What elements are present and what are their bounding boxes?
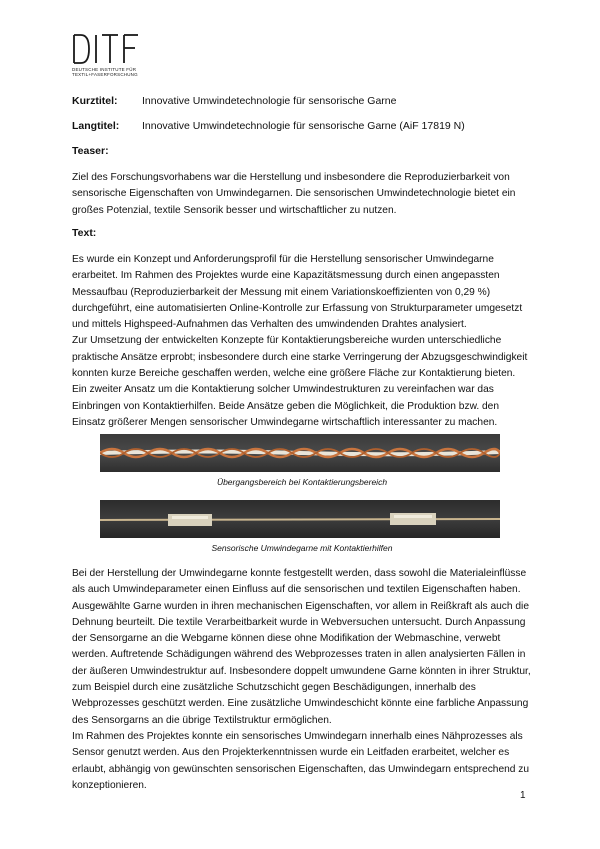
langtitel-label: Langtitel: xyxy=(72,120,120,132)
text-body-block2 xyxy=(72,566,532,794)
kurztitel-value: Innovative Umwindetechnologie für sensorische Garne xyxy=(142,95,397,107)
logo-subtitle xyxy=(72,67,138,77)
figure-caption-2: Sensorische Umwindegarne mit Kontaktierhilfen xyxy=(211,543,393,553)
kurztitel-row xyxy=(72,95,396,107)
figure-caption-1: Übergangsbereich bei Kontaktierungsbereich xyxy=(216,477,388,487)
teaser-heading: Teaser: xyxy=(72,145,109,157)
text-paragraph-2: Zur Umsetzung der entwickelten Konzepte für Kontaktierungsbereiche wurden unterschiedliche praktische Ansätze erprobt; insbesondere durch eine starke Verringerung der Abzugsgeschwindigkeit konnten kurze Bereiche geschaffen werden, welche eine größere Fläche zur Kontaktierung bieten. Ein zweiter Ansatz um die Kontaktierung solcher Umwindestrukturen zu vereinfachen war das Einbringen von Kontaktierhilfen. Beide Ansätze geben die Möglichkeit, die Produktion bzw. den Einsatz größerer Mengen sensorischer Umwindegarne wirtschaftlich interessanter zu machen. xyxy=(72,335,528,428)
yarn-photo-contact-aids xyxy=(100,500,500,538)
langtitel-row xyxy=(72,120,465,132)
ditf-logo-mark xyxy=(72,33,142,65)
teaser-paragraph: Ziel des Forschungsvorhabens war die Herstellung und insbesondere die Reproduzierbarkeit von sensorische Eigenschaften von Umwindegarnen. Die sensorischen Umwindetechnologie bietet ein großes Potenzial, textile Sensorik besser und wirtschaftlicher zu nutzen. xyxy=(72,172,516,216)
text-heading: Text: xyxy=(72,227,97,239)
text-paragraph-3: Bei der Herstellung der Umwindegarne konnte festgestellt werden, dass sowohl die Materialeinflüsse als auch Umwindeparameter einen Einfluss auf die sensorischen und textilen Eigenschaften haben. Ausgewählte Garne wurden in ihren mechanischen Eigenschaften, vor allem in Reißkraft als auch die Dehnung beurteilt. Die textile Verarbeitbarkeit wurde in Webversuchen untersucht. Durch Anpassung der Sensorgarne an die Webgarne können diese ohne Modifikation der Webmaschine, verwebt werden. Auftretende Schädigungen während des Webprozesses traten in allen analysierten Fällen in der äußeren Umwindestruktur auf. Insbesondere doppelt umwundene Garne könnten in ihrer Struktur, zum Beispiel durch eine zusätzliche Schutzschicht gegen Beschädigungen, innerhalb des Webprozesses geschützt werden. Eine zusätzliche Umwindeschicht könnte eine farbliche Anpassung des Sensorgarns an die übrige Textilstruktur ermöglichen. xyxy=(72,568,531,726)
logo-subtitle-line2: TEXTIL+FASERFORSCHUNG xyxy=(72,72,138,77)
text-paragraph-4: Im Rahmen des Projektes konnte ein sensorisches Umwindegarn innerhalb eines Nähprozesses als Sensor genutzt werden. Aus den Projekterkenntnissen wurde ein Leitfaden erarbeitet, welcher es erlaubt, abhängig von gewünschten sensorischen Eigenschaften, das Umwindegarn entsprechend zu konzeptionieren. xyxy=(72,730,530,791)
yarn-photo-transition-area xyxy=(100,434,500,472)
page-number: 1 xyxy=(520,790,526,801)
text-paragraph-1: Es wurde ein Konzept und Anforderungsprofil für die Herstellung sensorischer Umwindegarne erarbeitet. Im Rahmen des Projektes wurde eine Kapazitätsmessung durch einen angepassten Messaufbau (Reproduzierbarkeit der Messung mit einem Variationskoeffizienten von 0,29 %) durchgeführt, eine automatisierten Online-Kontrolle zur Erfassung von Strukturparameter umgesetzt und mittels Highspeed-Aufnahmen das Verhalten des umwindenden Drahtes analysiert. xyxy=(72,254,523,331)
text-body-block1 xyxy=(72,252,532,431)
langtitel-value: Innovative Umwindetechnologie für sensorische Garne (AiF 17819 N) xyxy=(142,120,465,132)
logo-subtitle-line1: DEUTSCHE INSTITUTE FÜR xyxy=(72,67,137,72)
kurztitel-label: Kurztitel: xyxy=(72,95,118,107)
